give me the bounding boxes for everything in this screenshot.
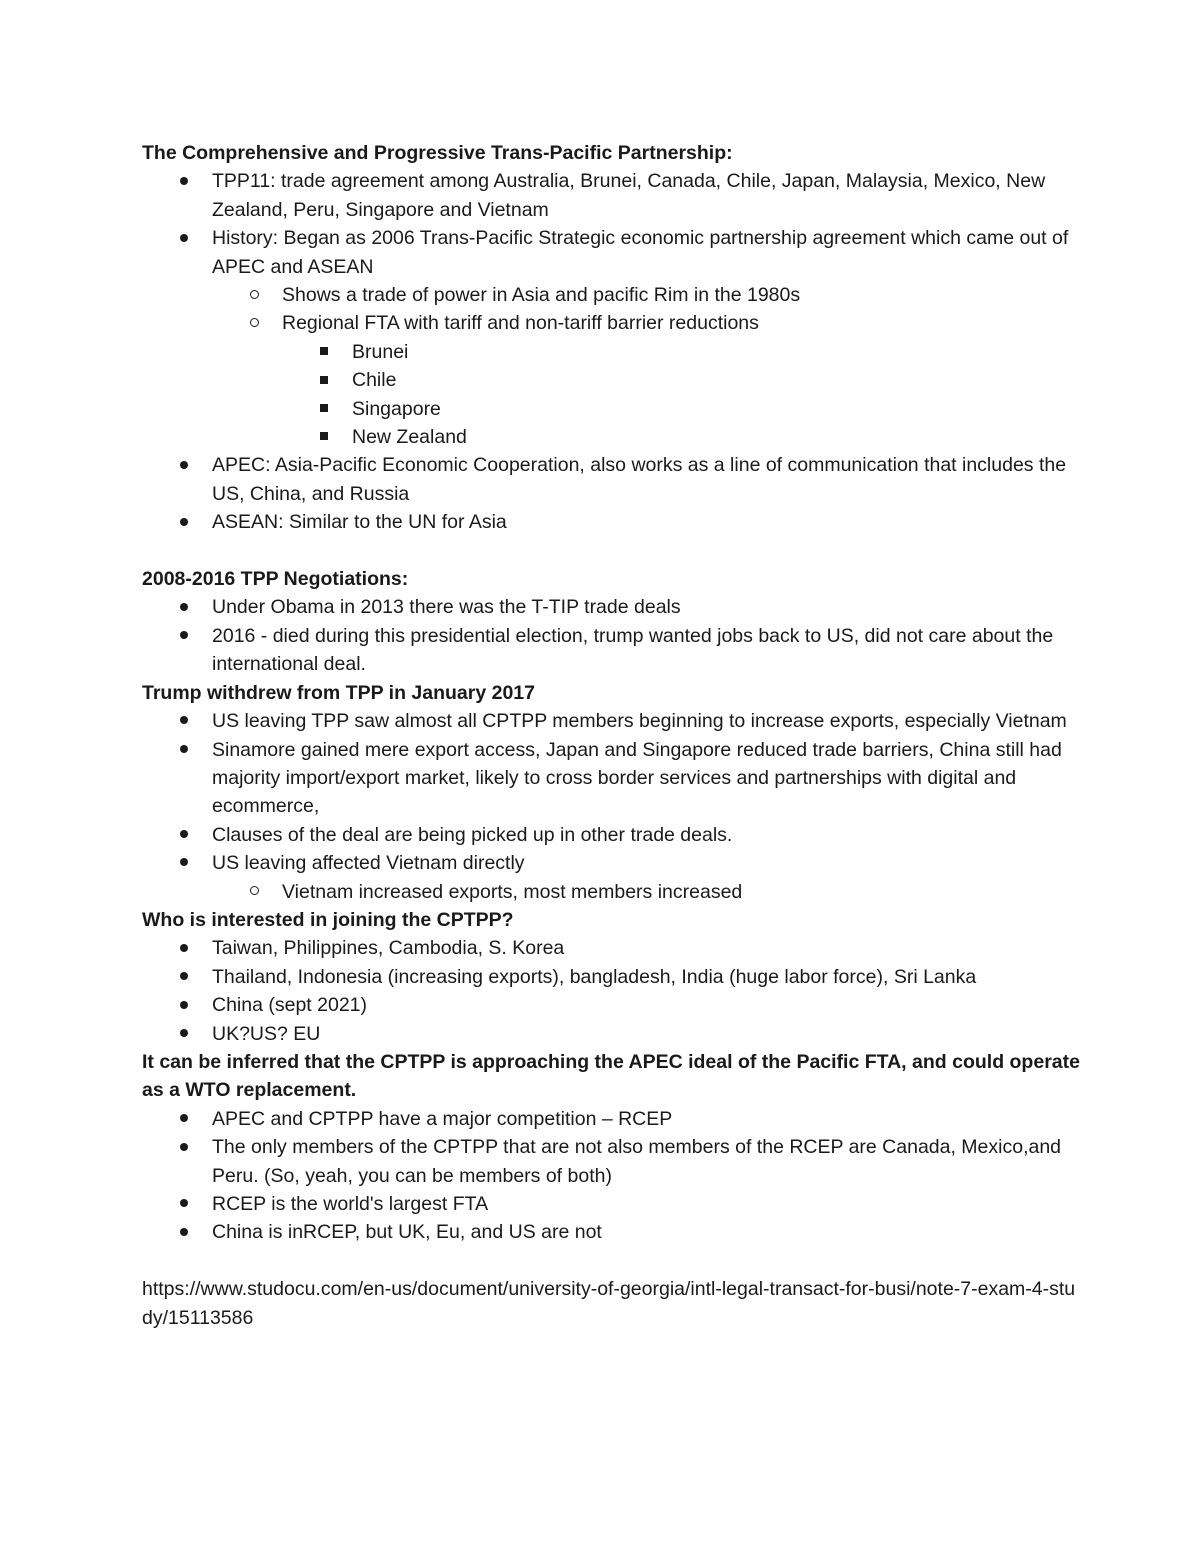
section-heading-negotiations: 2008-2016 TPP Negotiations:	[142, 568, 409, 591]
bullet-dot-icon	[174, 963, 194, 991]
section-heading-joining: Who is interested in joining the CPTPP?	[142, 908, 514, 931]
bullet-square-icon	[314, 338, 334, 366]
bullet-list	[142, 707, 1082, 906]
section-heading-inference: It can be inferred that the CPTPP is approaching the APEC ideal of the Pacific FTA, and could operate as a WTO replacement.	[142, 1050, 1080, 1102]
bullet-dot-icon	[174, 1190, 194, 1218]
list-item: Shows a trade of power in Asia and pacific Rim in the 1980s	[212, 281, 1082, 309]
list-item: US leaving TPP saw almost all CPTPP members beginning to increase exports, especially Vietnam	[142, 707, 1082, 735]
bullet-square-icon	[314, 366, 334, 394]
list-item: Singapore	[282, 395, 1082, 423]
bullet-dot-icon	[174, 1020, 194, 1048]
list-item: US leaving affected Vietnam directly Vietnam increased exports, most members increased	[142, 849, 1082, 906]
section-heading-cptpp: The Comprehensive and Progressive Trans-Pacific Partnership:	[142, 142, 733, 164]
list-item: Vietnam increased exports, most members increased	[212, 878, 1082, 906]
list-item: ASEAN: Similar to the UN for Asia	[142, 508, 1082, 536]
list-item: History: Began as 2006 Trans-Pacific Strategic economic partnership agreement which came out of APEC and ASEAN Shows a trade of power in Asia and pacific Rim in the 1980s Regional FTA with tariff and non-tariff barrier reductions Brunei Chile Singapore New Zealand	[142, 224, 1082, 451]
list-item: China is inRCEP, but UK, Eu, and US are not	[142, 1218, 1082, 1246]
list-item: Brunei	[282, 338, 1082, 366]
list-item: The only members of the CPTPP that are not also members of the RCEP are Canada, Mexico,and Peru. (So, yeah, you can be members of both)	[142, 1133, 1082, 1190]
bullet-dot-icon	[174, 224, 194, 252]
list-item: Taiwan, Philippines, Cambodia, S. Korea	[142, 934, 1082, 962]
source-url[interactable]: https://www.studocu.com/en-us/document/university-of-georgia/intl-legal-transact-for-busi/note-7-exam-4-study/15113586	[142, 1278, 1076, 1329]
bullet-list	[142, 1105, 1082, 1247]
bullet-square-icon	[314, 423, 334, 451]
bullet-dot-icon	[174, 849, 194, 877]
bullet-dot-icon	[174, 934, 194, 962]
blank-line	[142, 1247, 1082, 1275]
bullet-dot-icon	[174, 622, 194, 650]
bullet-circle-icon	[244, 309, 264, 337]
list-item: RCEP is the world's largest FTA	[142, 1190, 1082, 1218]
list-item: Thailand, Indonesia (increasing exports), bangladesh, India (huge labor force), Sri Lanka	[142, 963, 1082, 991]
list-item: APEC: Asia-Pacific Economic Cooperation, also works as a line of communication that includes the US, China, and Russia	[142, 451, 1082, 508]
list-item: Regional FTA with tariff and non-tariff barrier reductions Brunei Chile Singapore New Zealand	[212, 309, 1082, 451]
bullet-dot-icon	[174, 1105, 194, 1133]
bullet-dot-icon	[174, 736, 194, 764]
bullet-list	[142, 593, 1082, 678]
bullet-dot-icon	[174, 1218, 194, 1246]
bullet-dot-icon	[174, 167, 194, 195]
bullet-dot-icon	[174, 821, 194, 849]
list-item: Under Obama in 2013 there was the T-TIP trade deals	[142, 593, 1082, 621]
list-item: APEC and CPTPP have a major competition – RCEP	[142, 1105, 1082, 1133]
bullet-dot-icon	[174, 1133, 194, 1161]
bullet-list	[142, 167, 1082, 536]
sub-bullet-list	[142, 878, 1082, 906]
bullet-dot-icon	[174, 707, 194, 735]
bullet-dot-icon	[174, 593, 194, 621]
sub-bullet-list	[142, 281, 1082, 451]
bullet-dot-icon	[174, 508, 194, 536]
document-page	[142, 139, 1082, 1332]
section-heading-trump-withdrew: Trump withdrew from TPP in January 2017	[142, 681, 535, 704]
list-item: Clauses of the deal are being picked up in other trade deals.	[142, 821, 1082, 849]
sub-sub-bullet-list	[282, 338, 1082, 452]
list-item: UK?US? EU	[142, 1020, 1082, 1048]
bullet-square-icon	[314, 395, 334, 423]
bullet-dot-icon	[174, 991, 194, 1019]
bullet-dot-icon	[174, 451, 194, 479]
list-item: Sinamore gained mere export access, Japan and Singapore reduced trade barriers, China still had majority import/export market, likely to cross border services and partnerships with digital and ecommerce,	[142, 736, 1082, 821]
list-item: China (sept 2021)	[142, 991, 1082, 1019]
bullet-list	[142, 934, 1082, 1048]
list-item: 2016 - died during this presidential election, trump wanted jobs back to US, did not care about the international deal.	[142, 622, 1082, 679]
bullet-circle-icon	[244, 281, 264, 309]
bullet-circle-icon	[244, 878, 264, 906]
list-item: TPP11: trade agreement among Australia, Brunei, Canada, Chile, Japan, Malaysia, Mexico, New Zealand, Peru, Singapore and Vietnam	[142, 167, 1082, 224]
list-item: Chile	[282, 366, 1082, 394]
blank-line	[142, 537, 1082, 565]
list-item: New Zealand	[282, 423, 1082, 451]
